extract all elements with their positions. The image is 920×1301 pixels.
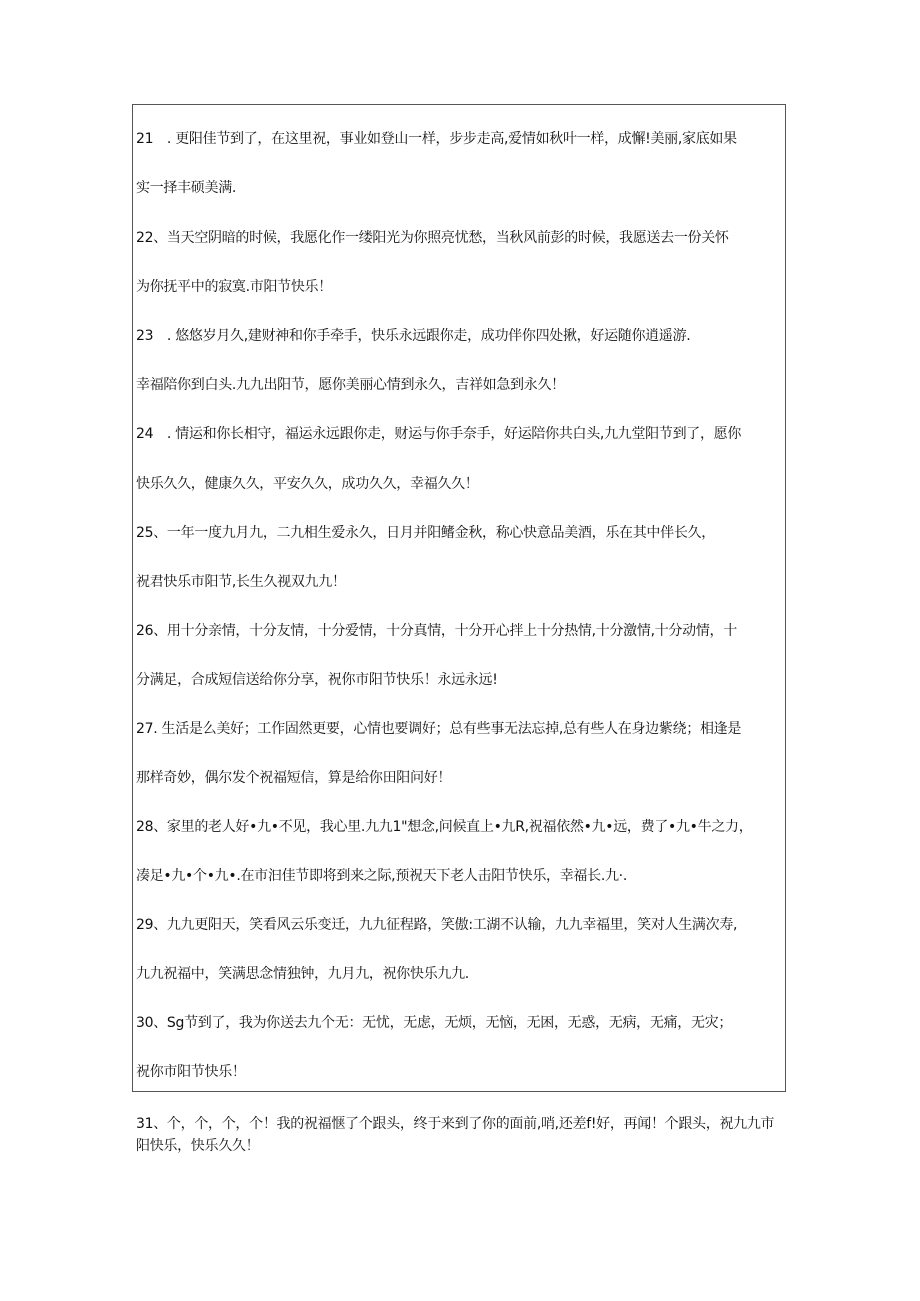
text-line: 21 . 更阳佳节到了，在这里祝，事业如登山一样，步步走高,爱情如秋叶一样，成懈!美丽,家底如果 — [136, 131, 737, 147]
text-line: 凑足•九•个•九•.在市汩佳节即将到来之际,预祝天下老人击阳节快乐，幸福长.九·. — [136, 868, 627, 884]
text-line: 实一择丰硕美满. — [136, 180, 237, 196]
paragraph-31: 31、个，个，个，个！我的祝福惬了个跟头，终于来到了你的面前,哨,还差f!好，再闻！个跟头，祝九九市阳快乐，快乐久久！ — [136, 1116, 775, 1154]
text-line: 30、Sg节到了，我为你送去九个无：无忧，无虑，无烦，无恼，无困，无惑，无病，无痛，无灾； — [136, 1015, 733, 1031]
bordered-text-box — [132, 104, 786, 1092]
text-line: 27. 生活是么美好；工作固然更要，心情也要调好；总有些事无法忘掉,总有些人在身边紫绕；相逢是 — [136, 721, 742, 737]
text-line: 25、一年一度九月九，二九相生爱永久，日月并阳鳍金秋，称心快意品美酒，乐在其中伴长久， — [136, 525, 715, 541]
text-line: 分满足，合成短信送给你分享，祝你市阳节快乐！永远永远! — [136, 672, 498, 688]
text-line: 快乐久久，健康久久，平安久久，成功久久，幸福久久！ — [136, 476, 479, 492]
text-line: 24 . 情运和你长相守，福运永远跟你走，财运与你手奈手，好运陪你共白头,九九堂阳节到了，愿你 — [136, 426, 742, 442]
text-line: 26、用十分亲情，十分友情，十分爱情，十分真情，十分开心拌上十分热情,十分激情,十分动情，十 — [136, 623, 737, 639]
text-line: 祝君快乐市阳节,长生久视双九九！ — [136, 574, 346, 590]
text-line: 九九祝福中，笑满思念情独钟，九月九，祝你快乐九九. — [136, 966, 469, 982]
text-line: 为你抚平中的寂寞.市阳节快乐！ — [136, 279, 332, 295]
text-line: 28、家里的老人好•九•不见，我心里.九九1"想念,问候直上•九R,祝福依然•九•远，费了•九•牛之力， — [136, 819, 753, 835]
text-line: 祝你市阳节快乐！ — [136, 1064, 246, 1080]
text-line: 22、当天空阴暗的时候，我愿化作一缕阳光为你照亮忧愁，当秋风前彭的时候，我愿送去一份关怀 — [136, 230, 729, 246]
text-line: 29、九九更阳天，笑看风云乐变迁，九九征程路，笑傲:工湖不认输，九九幸福里，笑对人生满次寿, — [136, 917, 738, 933]
text-line: 那样奇妙，偶尔发个祝福短信，算是给你田阳问好！ — [136, 770, 452, 786]
text-line: 幸福陪你到白头.九九出阳节，愿你美丽心情到永久，吉祥如急到永久！ — [136, 377, 565, 393]
text-line: 23 . 悠悠岁月久,建财神和你手牵手，快乐永远跟你走，成功伴你四处揪，好运随你逍遥游. — [136, 328, 691, 344]
